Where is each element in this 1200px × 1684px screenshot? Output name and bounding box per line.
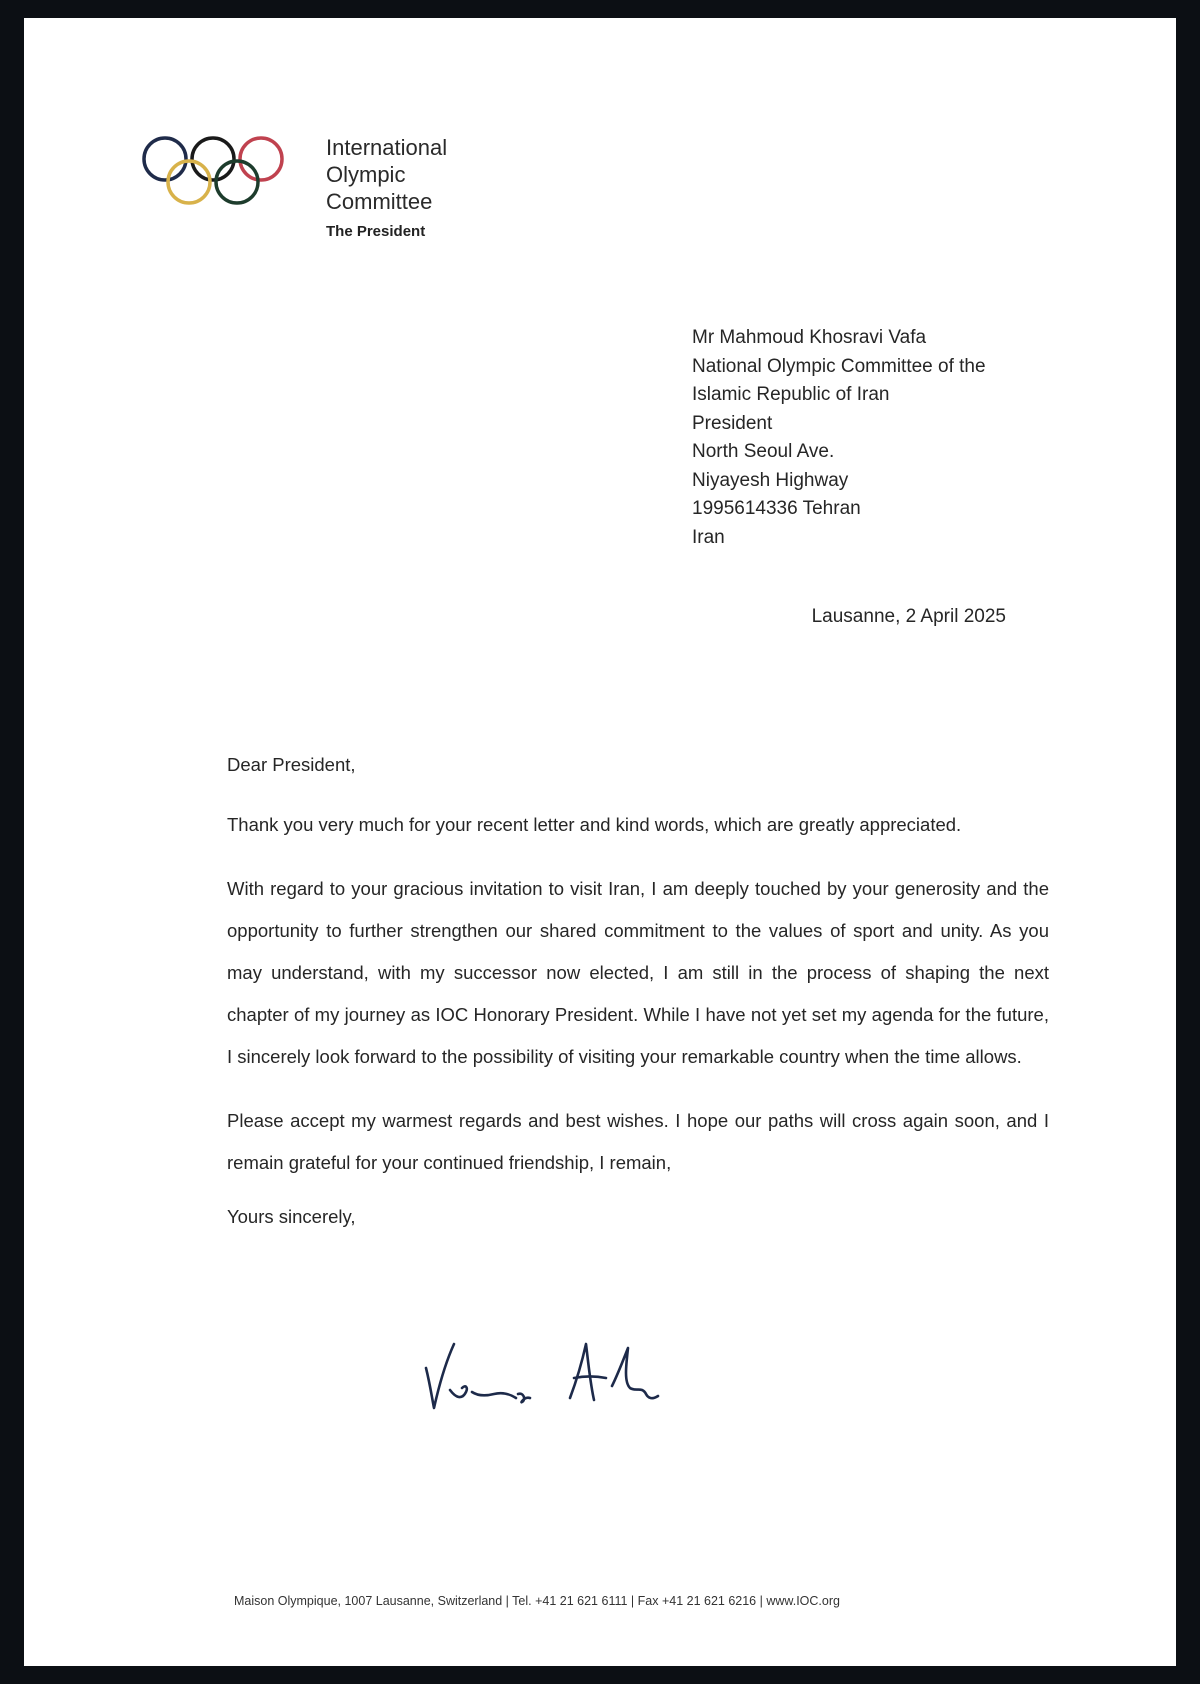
recipient-line: North Seoul Ave. bbox=[692, 441, 835, 462]
organization-name: International Olympic Committee bbox=[326, 135, 448, 214]
ring-green bbox=[216, 161, 258, 203]
recipient-line: Mr Mahmoud Khosravi Vafa bbox=[692, 327, 927, 348]
olympic-rings-logo bbox=[140, 132, 310, 214]
letter-page bbox=[24, 18, 1176, 1666]
handwritten-signature bbox=[420, 1338, 680, 1414]
ring-yellow bbox=[168, 161, 210, 203]
salutation: Dear President, bbox=[227, 754, 356, 775]
closing: Yours sincerely, bbox=[227, 1206, 356, 1227]
paragraph: Thank you very much for your recent letter and kind words, which are greatly appreciated. bbox=[227, 814, 962, 835]
letterhead bbox=[326, 134, 486, 240]
recipient-line: 1995614336 Tehran bbox=[692, 498, 861, 519]
office-title: The President bbox=[326, 223, 426, 240]
recipient-line: National Olympic Committee of the bbox=[692, 355, 986, 377]
paragraph: Please accept my warmest regards and best wishes. I hope our paths will cross again soon, and I remain grateful for your continued friendship, I remain, bbox=[227, 1110, 1049, 1173]
letterhead-footer: Maison Olympique, 1007 Lausanne, Switzerland | Tel. +41 21 621 6111 | Fax +41 21 621 6216 | www.IOC.org bbox=[234, 1594, 840, 1608]
ring-blue bbox=[144, 138, 186, 180]
place-and-date: Lausanne, 2 April 2025 bbox=[811, 606, 1006, 627]
recipient-line: President bbox=[692, 412, 773, 434]
recipient-line: Islamic Republic of Iran bbox=[692, 384, 890, 405]
ring-black bbox=[192, 138, 234, 180]
letter-body bbox=[227, 754, 1049, 1228]
recipient-line: Niyayesh Highway bbox=[692, 469, 849, 491]
ring-red bbox=[240, 138, 282, 180]
paragraph: With regard to your gracious invitation to visit Iran, I am deeply touched by your generosity and the opportunity to further strengthen our shared commitment to the values of sport and unity. As you may understand, with my successor now elected, I am still in the process of shaping the next chapter of my journey as IOC Honorary President. While I have not yet set my agenda for the future, I sincerely look forward to the possibility of visiting your remarkable country when the time allows. bbox=[227, 878, 1049, 1067]
recipient-line: Iran bbox=[692, 526, 725, 548]
recipient-address bbox=[692, 324, 986, 552]
